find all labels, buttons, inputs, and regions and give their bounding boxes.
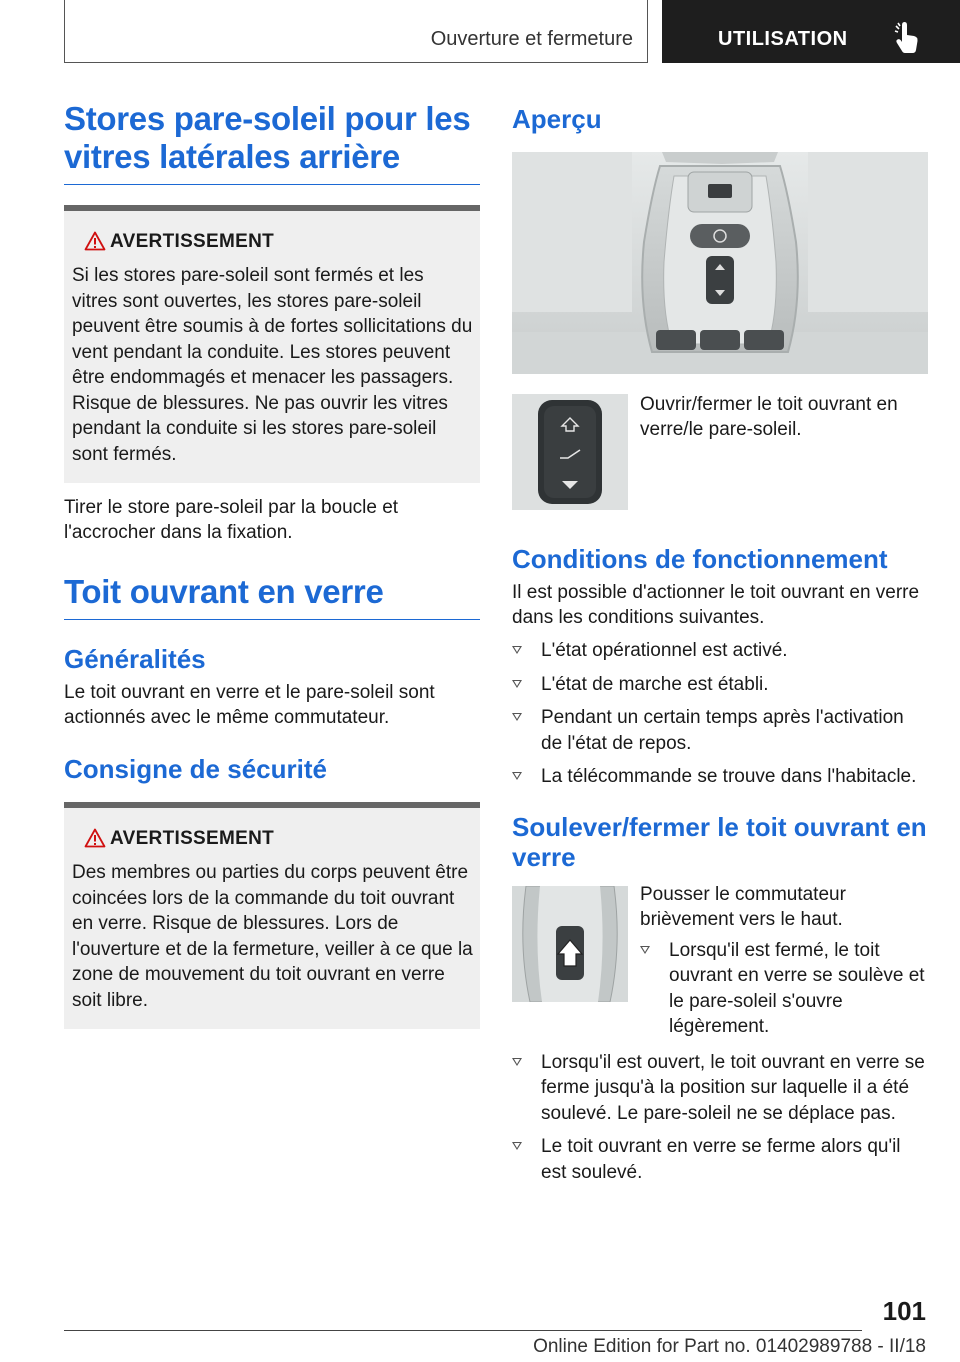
paragraph-attach-blind: Tirer le store pare-soleil par la boucle et l'accrocher dans la fixation. [64, 497, 399, 543]
heading-operating-conditions: Conditions de fonctionnement [512, 544, 888, 574]
warning-triangle-icon [84, 231, 106, 251]
paragraph-general: Le toit ouvrant en verre et le pare-soleil sont actionnés avec le même commutateur. [64, 682, 435, 728]
heading-safety-note: Consigne de sécurité [64, 754, 327, 784]
header-section-box [64, 0, 648, 63]
paragraph-lift-intro: Pousser le commutateur brièvement vers le haut. [640, 883, 846, 930]
list-item: Pendant un certain temps après l'activation de l'état de repos. [512, 705, 928, 756]
warning-title: AVERTISSEMENT [110, 231, 275, 252]
pointing-hand-icon [894, 22, 920, 54]
edition-note: Online Edition for Part no. 01402989788 - II/18 [533, 1336, 926, 1357]
triangle-bullet-icon [640, 946, 650, 954]
heading-general: Généralités [64, 644, 206, 674]
left-column [64, 100, 480, 1029]
triangle-bullet-icon [512, 1058, 522, 1066]
header-chapter-title: UTILISATION [718, 28, 848, 50]
triangle-bullet-icon [512, 772, 522, 780]
switch-caption: Ouvrir/fermer le toit ouvrant en verre/le pare-soleil. [640, 394, 898, 440]
lift-figure-row [512, 882, 928, 1040]
page-number: 101 [882, 1296, 926, 1326]
switch-push-up-image [512, 886, 628, 1002]
sunroof-switch-image [512, 394, 628, 510]
triangle-bullet-icon [512, 680, 522, 688]
warning-box-sunroof [64, 802, 480, 1029]
triangle-bullet-icon [512, 646, 522, 654]
list-item: Le toit ouvrant en verre se ferme alors qu'il est soulevé. [512, 1134, 928, 1185]
list-item: Lorsqu'il est fermé, le toit ouvrant en verre se soulève et le pare-soleil s'ouvre légèrement. [640, 938, 928, 1040]
list-item: Lorsqu'il est ouvert, le toit ouvrant en verre se ferme jusqu'à la position sur laquelle il a été soulevé. Le pare-soleil ne se déplace pas. [512, 1050, 928, 1127]
warning-title: AVERTISSEMENT [110, 828, 275, 849]
list-item: La télécommande se trouve dans l'habitacle. [512, 764, 928, 790]
lift-list-nested [640, 938, 928, 1040]
footer-rule [64, 1330, 862, 1331]
roof-console-image [512, 152, 928, 374]
header-section-title: Ouverture et fermeture [430, 28, 633, 50]
header-chapter-box [662, 0, 960, 63]
paragraph-conditions-intro: Il est possible d'actionner le toit ouvrant en verre dans les conditions suivantes. [512, 582, 920, 628]
list-item: L'état opérationnel est activé. [512, 638, 928, 664]
warning-triangle-icon [84, 828, 106, 848]
lift-list [512, 1050, 928, 1186]
warning-text: Des membres ou parties du corps peuvent être coincées lors de la commande du toit ouvrant en verre. Risque de blessures. Lors de l'ouverture et de la fermeture, veiller à ce que la zone de mouvement du toit ouvrant en verre soit libre. [72, 862, 473, 1011]
switch-figure-row [512, 394, 928, 526]
list-item: L'état de marche est établi. [512, 672, 928, 698]
heading-glass-sunroof: Toit ouvrant en verre [64, 573, 480, 620]
right-column [512, 100, 928, 1185]
heading-overview: Aperçu [512, 104, 602, 134]
heading-rear-side-blinds: Stores pare-soleil pour les vitres latérales arrière [64, 100, 480, 185]
warning-box-blinds [64, 205, 480, 483]
warning-text: Si les stores pare-soleil sont fermés et les vitres sont ouvertes, les stores pare-soleil peuvent être soumis à de fortes sollicitations du vent pendant la conduite. Les stores peuvent être endommagés et menacer les passagers. Risque de blessures. Ne pas ouvrir les vitres pendant la conduite si les stores pare-soleil sont fermés. [72, 265, 473, 465]
heading-lift-close-sunroof: Soulever/fermer le toit ouvrant en verre [512, 811, 927, 872]
conditions-list [512, 638, 928, 790]
triangle-bullet-icon [512, 713, 522, 721]
triangle-bullet-icon [512, 1142, 522, 1150]
